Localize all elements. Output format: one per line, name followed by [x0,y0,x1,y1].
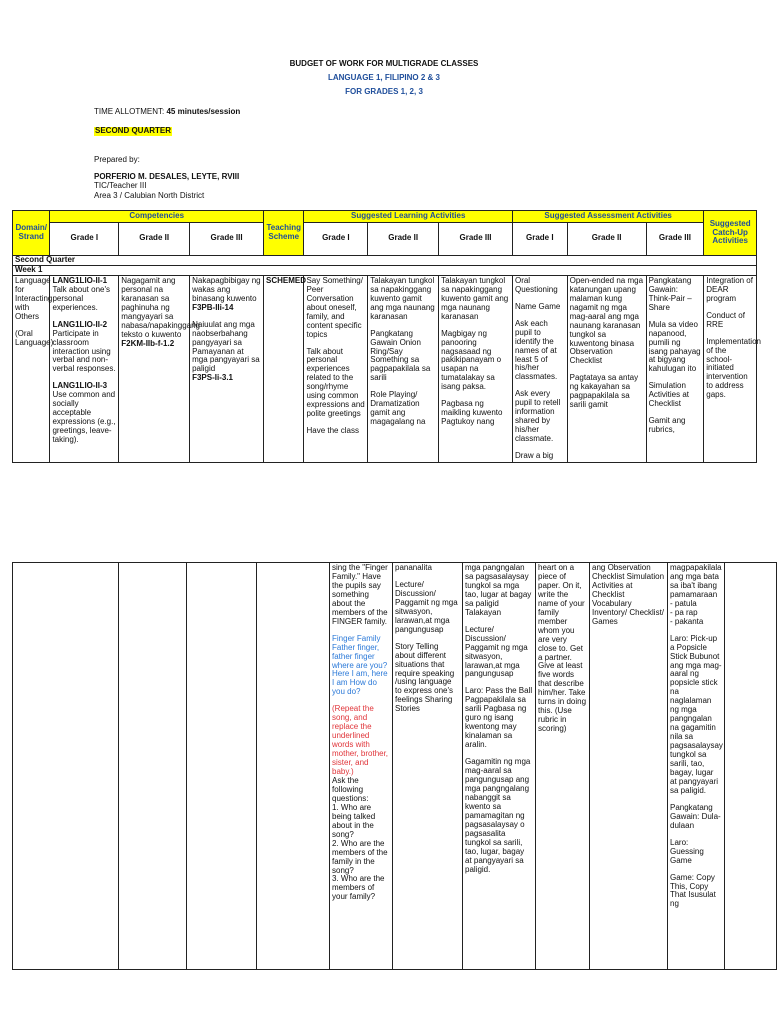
activity-text: pananalita [395,563,432,572]
learning-grade3 [439,275,513,462]
assessment-grade3 [646,275,704,462]
assessment-text: Oral Questioning [514,275,558,294]
activity-text: Talakayan tungkol sa napakinggang kuwento gamit ang mga naunang karanasan [370,275,435,321]
assessment-text: - pakanta [670,616,704,626]
assessment-text: magpapakilala ang mga bata sa iba't ibang pamamaraan [670,563,722,599]
assessment-text: Laro: Guessing Game [670,837,704,865]
assessment-text: Simulation Activities at Checklist [648,381,690,409]
preparer-area: Area 3 / Calubian North District [94,191,205,200]
competency-text: Nakapagbibigay ng wakas ang binasang kuwento [192,275,261,303]
second-quarter-row: Second Quarter [13,255,757,265]
competency-text: Talk about one's personal experiences. [52,284,111,312]
grade-header: Grade III [190,222,264,255]
assessment-text: Ask each pupil to identify the names of at least 5 of his/her classmates. [514,318,558,382]
assessment-text: Laro: Pick-up a Popsicle Stick Bubunot ang mga mag-aaral ng popsicle stick na naglalaman ng mga pangngalan na gagamitin nila sa pagsasalaysay tungkol sa sarili, tao, bagay, lugar at pangyayari sa paligid. [670,633,723,795]
assessment-grade2 [567,275,646,462]
domain-header: Domain/ Strand [13,211,50,256]
competency-code: F3PB-IIi-14 [192,302,234,312]
competency-grade2 [119,275,200,462]
learning-grade3-cont [463,563,536,970]
competencies-header: Competencies [50,211,264,223]
activity-text: sing the "Finger Family." Have the pupils say something about the members of the FINGER family. [332,563,388,626]
activity-text: Story Telling about different situations that require speaking /using language to express one's feelings Sharing Stories [395,641,455,714]
assessment-text: Mula sa video napanood, pumili ng isang pahayag at bigyang kahulugan ito [648,319,701,374]
assessment-activities-header: Suggested Assessment Activities [512,211,703,223]
question-text: 1. Who are being talked about in the song? [332,802,376,839]
song-lyrics: Finger Family Father finger, father finger where are you? Here I am, here I am How do you do? [332,633,388,697]
domain-cell [13,275,54,462]
assessment-text: heart on a piece of paper. On it, write the name of your family member whom you are very close to. Get a partner. Give at least five words that describe him/her. Take turns in doing this. (Use rubric in scoring) [538,563,587,734]
grade-header: Grade III [646,222,704,255]
activity-text: Laro: Pass the Ball Pagpapakilala sa sarili Pagbasa ng guro ng isang kwentong may kinalaman sa aralin. [465,686,533,750]
assessment-text: Pagtataya sa antay ng kakayahan sa pagpapakilala sa sarili gamit [569,373,639,410]
budget-table-page2 [12,562,777,970]
preparer-position: TIC/Teacher III [94,181,147,190]
time-value: 45 minutes/session [166,107,241,116]
quarter-label: SECOND QUARTER [95,126,172,135]
assessment-text: Pangkatang Gawain: Dula-dulaan [670,802,721,830]
question-text: 3. Who are the members of your family? [332,874,385,902]
assessment-grade1-cont [536,563,590,970]
activity-text: Pagbasa ng maikling kuwento Pagtukoy nang [441,399,503,427]
activity-text: Say Something/ Peer Conversation about oneself, family, and content specific topics [306,275,363,339]
assessment-text: Ask every pupil to retell information shared by his/her classmate. [514,389,561,444]
assessment-text: - pa rap [670,607,698,617]
activity-text: Gagamitin ng mga mag-aaral sa pangungusap ang mga pangngalang nabanggit sa kwento sa pamamagitan ng pagsasalaysay o pagsasalita tungkol sa sarili, tao, lugar, bagay at pangyayari sa paligid. [465,757,531,874]
catchup-cell-cont [725,563,777,970]
grade-header: Grade III [439,222,513,255]
grade-header: Grade II [368,222,439,255]
empty-cell [119,563,187,970]
document-grades: FOR GRADES 1, 2, 3 [345,87,423,96]
catchup-text: Implementation of the school-initiated intervention to address gaps. [706,336,761,400]
assessment-text: - patula [670,598,697,608]
grade-header: Grade I [304,222,368,255]
grade-header: Grade II [119,222,190,255]
learning-activities-header: Suggested Learning Activities [304,211,513,223]
competency-text: Participate in classroom interaction using verbal and non-verbal responses. [52,328,116,374]
catchup-text: Integration of DEAR program [706,275,753,303]
week-row: Week 1 [13,265,757,275]
assessment-text: Draw a big [514,451,554,461]
assessment-grade1 [512,275,567,462]
time-label: TIME ALLOTMENT: [94,107,165,116]
assessment-text: ang Observation Checklist Simulation Activities at Checklist Vocabulary Inventory/ Checklist/ Games [592,563,665,626]
competency-code: LANG1LIO-II-3 [52,381,108,391]
competency-grade3 [190,275,264,462]
learning-grade1-cont [330,563,393,970]
grade-header: Grade II [567,222,646,255]
activity-text: Pangkatang Gawain Onion Ring/Say Something sa pagpapakilala sa sarili [370,328,431,383]
assessment-text: Name Game [514,301,561,311]
competency-code: F3PS-Ii-3.1 [192,373,233,383]
prepared-by-label: Prepared by: [94,155,140,164]
competency-code: LANG1LIO-II-1 [52,275,108,285]
catchup-text: Conduct of RRE [706,310,745,329]
assessment-grade3-cont [668,563,725,970]
activity-text: mga pangngalan sa pagsasalaysay tungkol sa mga tao, lugar at bagay sa paligid Talakayan [465,563,532,617]
activity-text: Ask the following questions: [332,775,369,803]
teaching-scheme-header: Teaching Scheme [263,211,303,256]
assessment-text: Gamit ang rubrics, [648,416,686,435]
activity-text: Have the class [306,426,359,436]
activity-text: Magbigay ng panooring nagsasaad ng pakikipanayam o usapan na tumatalakay sa isang paksa. [441,328,502,392]
catchup-cell [704,275,761,462]
activity-text: Role Playing/ Dramatization gamit ang magagalang na [370,390,426,427]
activity-text: Talakayan tungkol sa napakinggang kuwento gamit ang mga naunang karanasan [441,275,509,321]
preparer-name: PORFERIO M. DESALES, LEYTE, RVIII [94,172,240,181]
activity-text: Talk about personal experiences related to the song/rhyme using common expressions and polite greetings [306,346,365,419]
assessment-text: Game: Copy This, Copy That Isusulat ng [670,872,716,909]
competency-code: LANG1LIO-II-2 [52,319,108,329]
competency-text: Use common and socially acceptable expressions (e.g., greetings, leave-taking). [52,390,116,445]
grade-header: Grade I [512,222,567,255]
learning-grade2-cont [393,563,463,970]
domain-text: Language for Interacting with Others [15,275,53,321]
song-instruction: (Repeat the song, and replace the underlined words with mother, brother, sister, and baby.) [332,704,389,777]
activity-text: Lecture/ Discussion/ Paggamit ng mga sitwasyon, larawan,at mga pangungusap [395,579,458,634]
time-allotment [94,108,240,117]
empty-cell [257,563,330,970]
competency-text: Naiuulat ang mga naobserbahang pangyayari sa Pamayanan at mga pangyayari sa paligid [192,319,260,374]
assessment-text: Pangkatang Gawain: Think-Pair – Share [648,275,692,312]
assessment-text: Open-ended na mga katanungan upang malaman kung nagamit ng mga mag-aaral ang mga naunang karanasan tungkol sa kuwentong binasa Observation Checklist [569,275,644,366]
competency-grade1 [50,275,119,462]
document-subtitle: LANGUAGE 1, FILIPINO 2 & 3 [327,73,440,82]
competency-text: Nagagamit ang personal na karanasan sa paghinuha ng mangyayari sa nabasa/napakinggang teksto o kuwento [121,275,200,339]
activity-text: Lecture/ Discussion/ Paggamit ng mga sitwasyon, larawan,at mga pangungusap [465,624,528,679]
question-text: 2. Who are the members of the family in the song? [332,838,388,875]
budget-table-page1 [12,210,761,463]
document-title: BUDGET OF WORK FOR MULTIGRADE CLASSES [289,59,479,68]
assessment-grade2-cont [590,563,668,970]
learning-grade2 [368,275,439,462]
competency-code: F2KM-IIb-f-1.2 [121,338,175,348]
grade-header: Grade I [50,222,119,255]
teaching-scheme-cell: SCHEMED [263,275,303,462]
catchup-header: Suggested Catch-Up Activities [704,211,757,256]
learning-grade1 [304,275,368,462]
domain-note: (Oral Language) [15,328,54,347]
empty-cell [187,563,257,970]
empty-cell [13,563,119,970]
